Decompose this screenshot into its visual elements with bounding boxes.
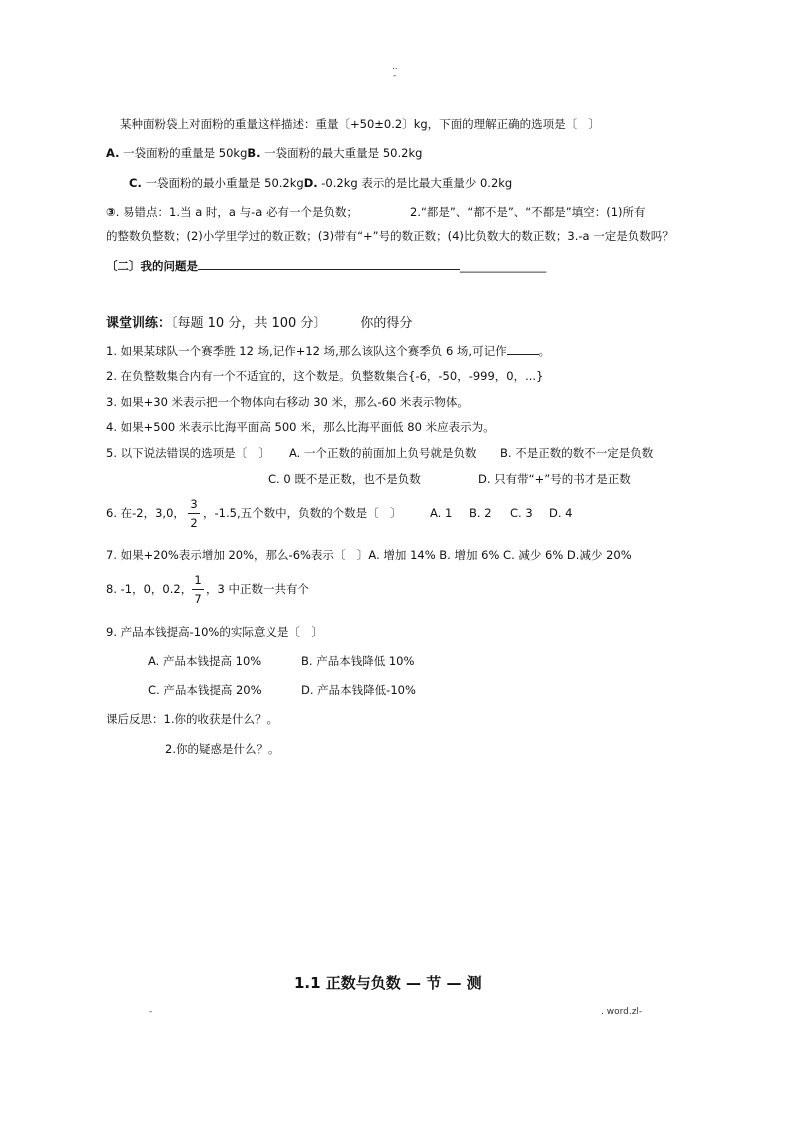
my-question-label: 〔二〕我的问题是 bbox=[106, 259, 198, 273]
my-question-blank[interactable] bbox=[198, 258, 460, 270]
option-a-text: 一袋面粉的重量是 50kg bbox=[119, 146, 248, 160]
training-header bbox=[106, 316, 412, 331]
footer-right: . word.zl- bbox=[601, 1007, 643, 1017]
reflection-2: 2.你的疑惑是什么？。 bbox=[165, 742, 280, 756]
option-b-text: 一袋面粉的最大重量是 50.2kg bbox=[260, 146, 423, 160]
pitfall-number: ③ bbox=[106, 205, 116, 219]
question-5-stem: 5. 以下说法错误的选项是〔 〕 bbox=[106, 446, 271, 460]
training-score-rule: 〔每题 10 分，共 100 分〕 bbox=[171, 316, 327, 331]
option-b-label: B. bbox=[247, 146, 261, 160]
flour-option-ab bbox=[106, 146, 422, 161]
question-5-option-a: A. 一个正数的前面加上负号就是负数 bbox=[289, 446, 477, 460]
pitfall-line-2: 的整数负整数；(2)小学里学过的数正数；(3)带有“+”号的数正数；(4)比负数大的数正数；3.-a 一定是负数吗？ bbox=[106, 229, 674, 243]
question-9-option-a: A. 产品本钱提高 10% bbox=[148, 654, 262, 668]
flour-option-cd bbox=[129, 176, 512, 191]
question-6-option-c: C. 3 bbox=[510, 506, 533, 520]
question-9-stem: 9. 产品本钱提高-10%的实际意义是〔 〕 bbox=[106, 625, 323, 639]
option-c-text: 一袋面粉的最小重量是 50.2kg bbox=[141, 176, 304, 190]
reflection-gain: 1.你的收获是什么？。 bbox=[163, 712, 278, 726]
fraction-denominator: 7 bbox=[194, 592, 202, 606]
question-9-option-d: D. 产品本钱降低-10% bbox=[301, 683, 416, 697]
training-label: 课堂训练： bbox=[106, 316, 172, 331]
question-5-option-c: C. 0 既不是正数，也不是负数 bbox=[268, 472, 421, 486]
question-5-option-d: D. 只有带“+”号的书才是正数 bbox=[478, 472, 631, 486]
question-9-option-b: B. 产品本钱降低 10% bbox=[301, 654, 415, 668]
question-3: 3. 如果+30 米表示把一个物体向右移动 30 米，那么-60 米表示物体。 bbox=[106, 395, 469, 409]
fraction-numerator: 1 bbox=[194, 573, 202, 587]
question-4: 4. 如果+500 米表示比海平面高 500 米，那么比海平面低 80 米应表示为。 bbox=[106, 420, 495, 434]
fraction-denominator: 2 bbox=[190, 516, 198, 530]
question-7: 7. 如果+20%表示增加 20%，那么-6%表示〔 〕A. 增加 14% B. 增加 6% C. 减少 6% D.减少 20% bbox=[106, 548, 632, 562]
option-c-label: C. bbox=[129, 176, 142, 190]
header-mark: .. bbox=[392, 62, 398, 72]
question-6-fraction bbox=[188, 497, 200, 530]
question-1 bbox=[106, 343, 550, 359]
question-8-fraction bbox=[192, 573, 204, 606]
pitfall-text-a: . 易错点：1.当 a 时，a 与-a 必有一个是负数； bbox=[115, 205, 358, 219]
pitfall-line-1b: 2.“都是”、“都不是”、“不都是”填空：(1)所有 bbox=[410, 205, 646, 219]
reflection-1 bbox=[106, 712, 278, 727]
option-d-label: D. bbox=[303, 176, 318, 190]
question-6-text: 6. 在-2，3,0， bbox=[106, 506, 185, 520]
question-9-option-c: C. 产品本钱提高 20% bbox=[148, 683, 262, 697]
next-section-title: 1.1 正数与负数 — 节 — 测 bbox=[294, 974, 482, 992]
question-1-blank[interactable] bbox=[507, 343, 539, 355]
question-1-end: 。 bbox=[538, 344, 551, 358]
question-6-rest: ，-1.5,五个数中，负数的个数是〔 〕 bbox=[203, 506, 402, 520]
my-question bbox=[106, 258, 546, 274]
question-6-option-b: B. 2 bbox=[469, 506, 492, 520]
question-8-text: 8. -1，0，0.2， bbox=[106, 582, 193, 596]
fraction-numerator: 3 bbox=[190, 497, 198, 511]
question-6-option-a: A. 1 bbox=[430, 506, 453, 520]
question-2: 2. 在负整数集合内有一个不适宜的，这个数是。负整数集合{-6，-50，-999，0，...} bbox=[106, 369, 544, 383]
reflection-label: 课后反思： bbox=[106, 712, 164, 726]
pitfall-line-1 bbox=[106, 205, 358, 220]
header-dash: - bbox=[393, 71, 397, 81]
question-5-option-b: B. 不是正数的数不一定是负数 bbox=[500, 446, 654, 460]
option-a-label: A. bbox=[106, 146, 120, 160]
question-8-rest: ，3 中正数一共有个 bbox=[206, 582, 309, 596]
my-question-dashes: _______________ bbox=[460, 259, 547, 273]
question-6-option-d: D. 4 bbox=[549, 506, 573, 520]
footer-left: - bbox=[149, 1007, 153, 1017]
flour-question-stem: 某种面粉袋上对面粉的重量这样描述：重量〔+50±0.2〕kg，下面的理解正确的选项是〔 〕 bbox=[120, 117, 601, 131]
option-d-text: -0.2kg 表示的是比最大重量少 0.2kg bbox=[317, 176, 513, 190]
question-1-text: 1. 如果某球队一个赛季胜 12 场,记作+12 场,那么该队这个赛季负 6 场,可记作 bbox=[106, 344, 507, 358]
your-score-label: 你的得分 bbox=[360, 316, 413, 331]
